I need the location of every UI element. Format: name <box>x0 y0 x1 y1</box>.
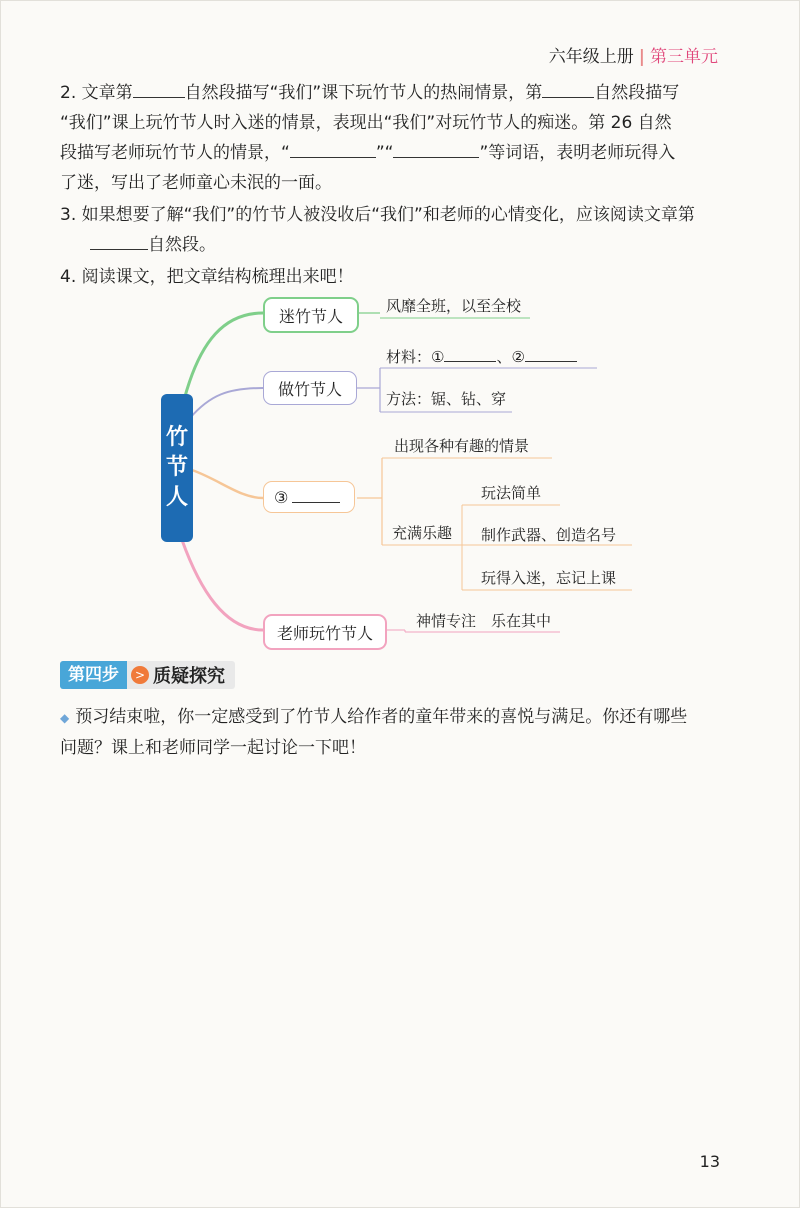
step-four-header <box>60 661 235 689</box>
answer-blank[interactable] <box>292 488 340 503</box>
step-title: 质疑探究 <box>153 666 225 687</box>
branch-3-leaf-1: 出现各种有趣的情景 <box>394 437 530 455</box>
branch-4-leaf: 神情专注 乐在其中 <box>416 612 552 630</box>
center-char: 节 <box>165 455 188 480</box>
q3-line-1: 3. 如果想要了解“我们”的竹节人被没收后“我们”和老师的心情变化，应该阅读文章第 <box>60 205 695 225</box>
q2-text: 段描写老师玩竹节人的情景，“ <box>60 143 290 163</box>
q2-line-4: 了迷，写出了老师童心未泯的一面。 <box>60 173 332 193</box>
note-line-2: 问题？课上和老师同学一起讨论一下吧！ <box>60 738 366 758</box>
center-char: 人 <box>165 485 188 510</box>
branch-3-sub: 充满乐趣 <box>392 524 453 542</box>
branch-4-label: 老师玩竹节人 <box>276 623 373 643</box>
header-grade: 六年级上册 <box>548 47 634 67</box>
page-number: 13 <box>699 1152 720 1171</box>
branch-2-label: 做竹节人 <box>277 379 342 399</box>
branch-1-leaf: 风靡全班，以至全校 <box>386 297 522 315</box>
q2-text: 2. 文章第 <box>60 83 133 103</box>
branch-2-node <box>263 371 357 405</box>
note-text: 预习结束啦，你一定感受到了竹节人给作者的童年带来的喜悦与满足。你还有哪些 <box>75 707 688 727</box>
branch-2-leaf-material <box>386 346 577 367</box>
closing-note <box>60 702 730 763</box>
branch-3-sub-leaf: 玩法简单 <box>481 484 542 502</box>
header-unit: 第三单元 <box>650 47 718 67</box>
step-tag: 第四步 <box>60 661 127 689</box>
branch1-connector <box>184 313 263 400</box>
branch-3-label: ③ <box>274 487 289 507</box>
q2-text: 自然段描写“我们”课下玩竹节人的热闹情景，第 <box>184 83 543 103</box>
branch4-connector <box>182 540 263 630</box>
material-label: 材料：① <box>386 348 445 366</box>
branch2-connector <box>190 388 263 418</box>
q4-line-1: 4. 阅读课文，把文章结构梳理出来吧！ <box>60 267 354 287</box>
branch-2-leaf-method: 方法：锯、钻、穿 <box>386 390 507 408</box>
branch-3-sub-leaf: 玩得入迷，忘记上课 <box>481 569 617 587</box>
material-sep: 、② <box>496 348 525 366</box>
q2-text: ”“ <box>375 143 394 163</box>
q3-text: 自然段。 <box>148 235 216 255</box>
branch3-connector <box>192 470 263 498</box>
answer-blank[interactable] <box>525 347 577 362</box>
mindmap-center-node <box>161 394 193 542</box>
diamond-bullet-icon: ◆ <box>60 711 70 725</box>
center-char: 竹 <box>165 425 188 450</box>
note-line-1 <box>60 702 730 733</box>
chevron-right-icon: > <box>131 666 149 684</box>
branch-1-label: 迷竹节人 <box>278 306 343 326</box>
q2-text: 自然段描写 <box>594 83 680 103</box>
q2-text: ”等词语，表明老师玩得入 <box>479 143 676 163</box>
branch-3-node <box>263 481 355 513</box>
branch-3-sub-leaf: 制作武器、创造名号 <box>481 526 617 544</box>
branch-4-node <box>263 614 387 650</box>
q2-line-2: “我们”课上玩竹节人时入迷的情景，表现出“我们”对玩竹节人的痴迷。第 26 自然 <box>60 113 672 133</box>
branch-1-node <box>263 297 359 333</box>
answer-blank[interactable] <box>444 347 496 362</box>
header-separator: | <box>638 47 645 67</box>
